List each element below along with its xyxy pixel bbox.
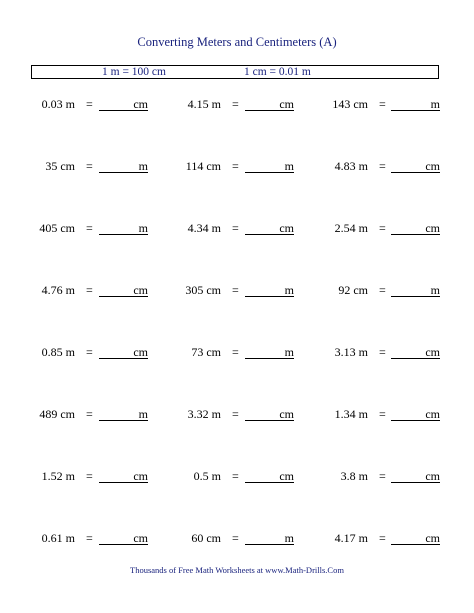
given-measurement: 4.17 m [334, 531, 368, 545]
question-row [0, 469, 474, 485]
target-unit: m [138, 407, 148, 421]
given-measurement: 0.61 m [41, 531, 75, 545]
given-measurement: 35 cm [45, 159, 75, 173]
question-row [0, 221, 474, 237]
given-measurement: 489 cm [39, 407, 75, 421]
question-row [0, 283, 474, 299]
equals-sign: = [232, 345, 239, 359]
given-measurement: 114 cm [185, 159, 221, 173]
given-measurement: 3.13 m [334, 345, 368, 359]
equals-sign: = [86, 159, 93, 173]
target-unit: cm [279, 469, 294, 483]
equals-sign: = [86, 221, 93, 235]
reference-cm-to-meters: 1 cm = 0.01 m [244, 66, 311, 78]
target-unit: cm [133, 345, 148, 359]
target-unit: cm [279, 221, 294, 235]
question-row [0, 531, 474, 547]
question-row [0, 159, 474, 175]
target-unit: m [284, 159, 294, 173]
given-measurement: 143 cm [332, 97, 368, 111]
equals-sign: = [86, 469, 93, 483]
equals-sign: = [379, 469, 386, 483]
target-unit: cm [425, 345, 440, 359]
target-unit: m [138, 159, 148, 173]
target-unit: m [430, 97, 440, 111]
target-unit: cm [279, 407, 294, 421]
target-unit: cm [279, 97, 294, 111]
question-row [0, 97, 474, 113]
given-measurement: 305 cm [185, 283, 221, 297]
equals-sign: = [379, 283, 386, 297]
question-row [0, 407, 474, 423]
given-measurement: 0.03 m [41, 97, 75, 111]
target-unit: cm [425, 531, 440, 545]
equals-sign: = [86, 345, 93, 359]
target-unit: m [284, 345, 294, 359]
reference-meters-to-cm: 1 m = 100 cm [102, 66, 166, 78]
equals-sign: = [379, 221, 386, 235]
given-measurement: 1.34 m [334, 407, 368, 421]
target-unit: cm [425, 469, 440, 483]
equals-sign: = [232, 407, 239, 421]
equals-sign: = [379, 345, 386, 359]
footer-credit: Thousands of Free Math Worksheets at www.Math-Drills.Com [130, 565, 344, 575]
equals-sign: = [379, 159, 386, 173]
target-unit: m [138, 221, 148, 235]
given-measurement: 1.52 m [41, 469, 75, 483]
given-measurement: 0.85 m [41, 345, 75, 359]
conversion-reference-box [31, 65, 439, 79]
target-unit: cm [425, 221, 440, 235]
given-measurement: 2.54 m [334, 221, 368, 235]
target-unit: cm [133, 469, 148, 483]
equals-sign: = [232, 531, 239, 545]
equals-sign: = [379, 407, 386, 421]
target-unit: m [430, 283, 440, 297]
equals-sign: = [232, 221, 239, 235]
target-unit: cm [133, 531, 148, 545]
equals-sign: = [379, 531, 386, 545]
given-measurement: 3.32 m [187, 407, 221, 421]
given-measurement: 405 cm [39, 221, 75, 235]
given-measurement: 4.15 m [187, 97, 221, 111]
target-unit: cm [133, 283, 148, 297]
worksheet-title: Converting Meters and Centimeters (A) [137, 35, 337, 49]
given-measurement: 3.8 m [340, 469, 368, 483]
target-unit: cm [425, 407, 440, 421]
target-unit: m [284, 531, 294, 545]
equals-sign: = [232, 97, 239, 111]
equals-sign: = [232, 283, 239, 297]
given-measurement: 4.76 m [41, 283, 75, 297]
target-unit: m [284, 283, 294, 297]
given-measurement: 4.34 m [187, 221, 221, 235]
question-row [0, 345, 474, 361]
equals-sign: = [86, 283, 93, 297]
given-measurement: 4.83 m [334, 159, 368, 173]
equals-sign: = [86, 407, 93, 421]
equals-sign: = [379, 97, 386, 111]
target-unit: cm [425, 159, 440, 173]
target-unit: cm [133, 97, 148, 111]
equals-sign: = [232, 469, 239, 483]
given-measurement: 0.5 m [193, 469, 221, 483]
equals-sign: = [232, 159, 239, 173]
equals-sign: = [86, 97, 93, 111]
given-measurement: 92 cm [338, 283, 368, 297]
given-measurement: 60 cm [191, 531, 221, 545]
equals-sign: = [86, 531, 93, 545]
given-measurement: 73 cm [191, 345, 221, 359]
